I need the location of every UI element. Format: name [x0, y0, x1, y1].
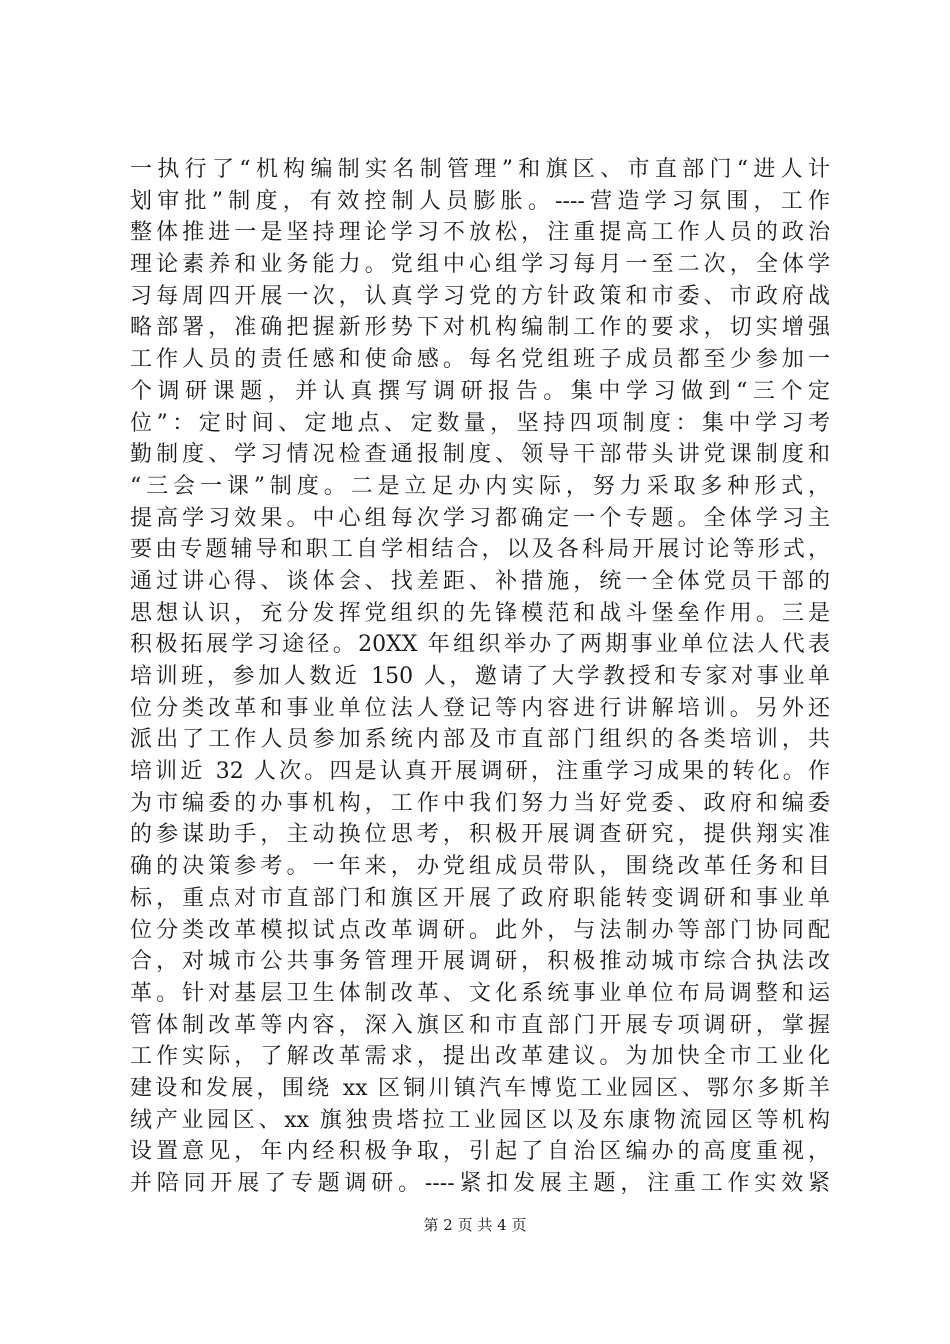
- text-line: 工作人员的责任感和使命感。每名党组班子成员都至少参加一: [130, 347, 830, 373]
- text-line: 位分类改革模拟试点改革调研。此外，与法制办等部门协同配: [130, 917, 830, 943]
- text-line: 一执行了“机构编制实名制管理”和旗区、市直部门“进人计: [130, 157, 830, 182]
- body-paragraph: [130, 154, 830, 1200]
- text-line: 设置意见，年内经积极争取，引起了自治区编办的高度重视，: [130, 1139, 830, 1165]
- text-line: 培训班，参加人数近 150 人，邀请了大学教授和专家对事业单: [130, 664, 830, 689]
- text-line: 通过讲心得、谈体会、找差距、补措施，统一全体党员干部的: [130, 568, 830, 594]
- text-line: 标，重点对市直部门和旗区开展了政府职能转变调研和事业单: [130, 885, 830, 911]
- text-line: 派出了工作人员参加系统内部及市直部门组织的各类培训，共: [130, 727, 830, 753]
- text-line: 要由专题辅导和职工自学相结合，以及各科局开展讨论等形式，: [130, 537, 830, 563]
- text-line: 位分类改革和事业单位法人登记等内容进行讲解培训。另外还: [130, 695, 830, 721]
- text-line: 略部署，准确把握新形势下对机构编制工作的要求，切实增强: [130, 315, 830, 341]
- text-line: 绒产业园区、xx 旗独贵塔拉工业园区以及东康物流园区等机构: [130, 1107, 830, 1133]
- text-line: 理论素养和业务能力。党组中心组学习每月一至二次，全体学: [130, 252, 830, 278]
- text-line: 革。针对基层卫生体制改革、文化系统事业单位布局调整和运: [130, 980, 830, 1006]
- page-footer: [0, 1214, 950, 1235]
- page-number-label: 第 2 页 共 4 页: [423, 1216, 527, 1234]
- text-line: 工作实际，了解改革需求，提出改革建议。为加快全市工业化: [130, 1044, 830, 1070]
- text-line: 为市编委的办事机构，工作中我们努力当好党委、政府和编委: [130, 790, 830, 816]
- text-line: 提高学习效果。中心组每次学习都确定一个专题。全体学习主: [130, 505, 830, 531]
- text-line: 积极拓展学习途径。20XX 年组织举办了两期事业单位法人代表: [130, 632, 830, 658]
- text-line: 培训近 32 人次。四是认真开展调研，注重学习成果的转化。作: [130, 759, 830, 785]
- text-line: 管体制改革等内容，深入旗区和市直部门开展专项调研，掌握: [130, 1012, 830, 1038]
- text-line: “三会一课”制度。二是立足办内实际，努力采取多种形式，: [130, 473, 830, 499]
- text-line: 整体推进一是坚持理论学习不放松，注重提高工作人员的政治: [130, 220, 830, 246]
- text-line: 思想认识，充分发挥党组织的先锋模范和战斗堡垒作用。三是: [130, 600, 830, 626]
- text-line: 习每周四开展一次，认真学习党的方针政策和市委、市政府战: [130, 283, 830, 309]
- text-line: 划审批”制度，有效控制人员膨胀。----营造学习氛围，工作: [130, 188, 830, 214]
- text-line: 并陪同开展了专题调研。----紧扣发展主题，注重工作实效紧: [130, 1171, 830, 1196]
- text-line: 位”：定时间、定地点、定数量，坚持四项制度：集中学习考: [130, 410, 830, 436]
- text-line: 确的决策参考。一年来，办党组成员带队，围绕改革任务和目: [130, 854, 830, 880]
- text-line: 合，对城市公共事务管理开展调研，积极推动城市综合执法改: [130, 949, 830, 975]
- text-line: 建设和发展，围绕 xx 区铜川镇汽车博览工业园区、鄂尔多斯羊: [130, 1075, 830, 1101]
- text-line: 勤制度、学习情况检查通报制度、领导干部带头讲党课制度和: [130, 442, 830, 468]
- text-line: 个调研课题，并认真撰写调研报告。集中学习做到“三个定: [130, 378, 830, 404]
- text-line: 的参谋助手，主动换位思考，积极开展调查研究，提供翔实准: [130, 822, 830, 848]
